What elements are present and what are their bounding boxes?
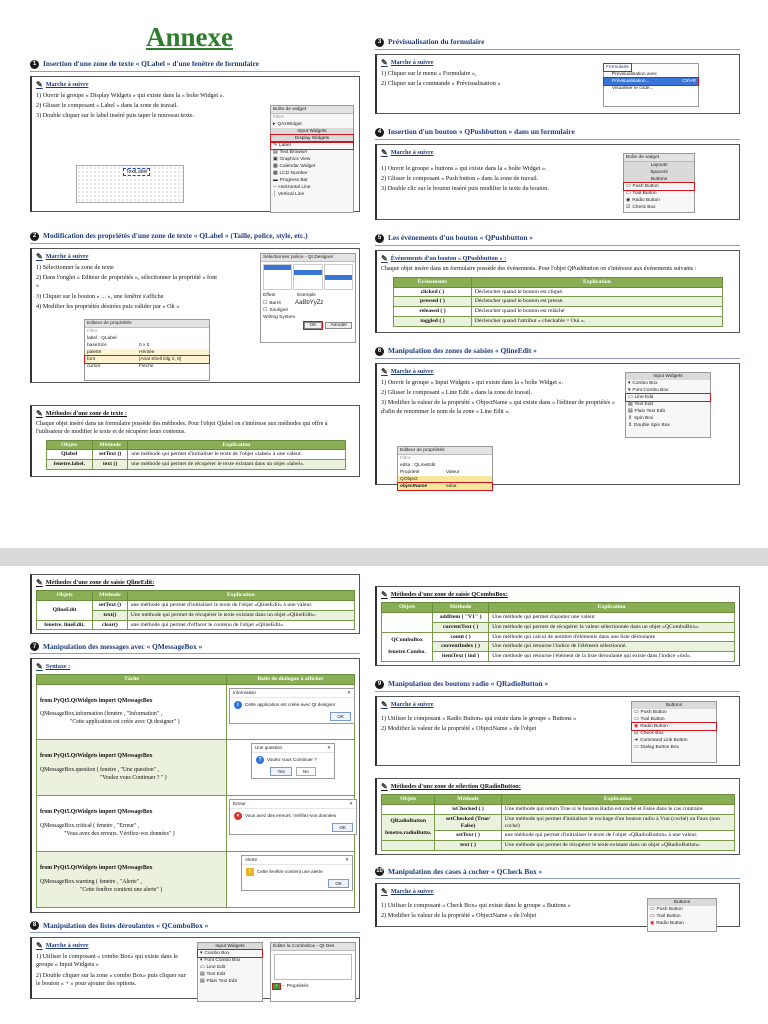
step: 2) Modifier la valeur de la propriété « ObjectName » de l'objet — [381, 725, 537, 733]
prop-row[interactable]: cursor Flèche — [87, 364, 154, 369]
pencil-icon: ✎ — [381, 887, 388, 897]
combobox-methods-table: Objets Méthode Explication addItem ( "V1" ) Une méthode qui permet d'ajouter une valeur currentText ( ) Une méthode qui permet de récupérer la valeur sélectionnée dans un objet «QComboBox». QComboBox fenetre.Combo. count ( ) Une méthode qui calcul de nombre d'éléments dans une liste déroulante currentIndex ( ) Une méthode qui retourne l'indice de l'élément sélectionné. itemText ( ind ) Une méthode qui retourne l'élément de la liste déroulante qui existe dans l'indice «ind». — [381, 602, 735, 662]
font-dialog: Sélectionner police - Qt Designer Effets Exemple ☐ Barré AaBbYyZz ☐ Souligné Writing System OK Annuler — [260, 253, 356, 343]
section-qlabel-heading — [30, 60, 360, 69]
checkbox-box: ✎ Marche à suivre 1) Utiliser le composant « Check Box» qui existe dans le groupe « Buttons » 2) Modifier la valeur de la propriété « ObjectName » de l'objet Buttons ▭ Push Button ▭ Tool Button ◉ Radio Button — [375, 883, 740, 927]
question-dialog: Une question ✕ ? Voulez vous Continuer ? Yes No — [251, 743, 335, 779]
underline-checkbox[interactable]: ☐ — [263, 308, 268, 313]
preview-box: ✎ Marche à suivre 1) Cliquer sur le menu « Formulaire », 2) Cliquer sur la commande « Prévisualisation » Formulaire Prévisualisation avec Prévisualisation... Ctrl+R Visualiser le code... — [375, 54, 740, 114]
step: 1) Cliquer sur le menu « Formulaire », — [381, 70, 477, 77]
filter-field[interactable]: Filtre — [400, 456, 411, 462]
add-item-button[interactable]: + — [275, 984, 278, 990]
pencil-icon: ✎ — [381, 367, 388, 377]
radio-box: ✎ Marche à suivre 1) Utiliser le composant « Radio Button» qui existe dans le groupe « Buttons » 2) Modifier la valeur de la propriété « ObjectName » de l'objet Buttons ▭ Push Button ▭ Tool Button ◉ Radio Button ☑ Check Box ➜ Command Link Button ▭ Dialog Button Box — [375, 696, 740, 766]
section-lineedit-heading: 6 Manipulation des zones de saisies « QlineEdit » — [375, 347, 740, 356]
strike-checkbox[interactable]: ☐ — [263, 300, 268, 306]
panel-item-pushbutton[interactable]: ▭ Push Button — [624, 183, 694, 190]
widget-box-input: Input Widgets ▾ Combo Box ▾ Font Combo Box ▭ Line Edit ▤ Text Edit ▤ Plain Text Edit — [197, 942, 263, 1002]
panel-item[interactable]: ▣ Graphics View — [273, 157, 311, 162]
panel-item[interactable]: ─ Horizontal Line — [273, 185, 311, 190]
ok-button[interactable]: OK — [304, 322, 323, 329]
information-dialog: Information ✕ i Cette application est créée avec Qt designer OK — [229, 688, 355, 724]
section-number: 1 — [30, 60, 39, 69]
design-canvas — [76, 165, 184, 203]
ok-button[interactable]: OK — [328, 879, 349, 889]
error-icon: × — [234, 812, 242, 820]
widget-box-buttons: Buttons ▭ Push Button ▭ Tool Button ◉ Radio Button — [647, 898, 717, 932]
label-methods-table: Objets Méthode Explication Qlabel setText () une méthode qui permet d'initialiser le texte de l'objet «label» à une valeur. fenetre.label. text () une méthode qui permet de récupérer le texte existant dans un objet «label». — [46, 440, 346, 471]
panel-item-lineedit[interactable]: ▭ Line Edit — [626, 394, 710, 401]
widget-box-input: Input Widgets ▾ Combo Box ▾ Font Combo Box ▭ Line Edit ▤ Text Edit ▤ Plain Text Edit ⇕ Spin Box ⇕ Double Spin Box — [625, 372, 711, 438]
ok-button[interactable]: OK — [330, 712, 351, 722]
menu-formulaire[interactable]: Formulaire — [606, 65, 629, 70]
step: 2) Glisser le composant « Line Edit » dans la zone de travail. — [381, 389, 533, 397]
section-title: Insertion d'une zone de texte « QLabel » d'une fenêtre de formulaire — [43, 59, 259, 69]
menu-item[interactable]: Visualiser le code... — [612, 86, 654, 91]
close-icon[interactable]: ✕ — [345, 857, 349, 863]
pencil-icon: ✎ — [381, 254, 388, 263]
events-table: Événements Explication clicked ( ) Déclencher quand le bouton est cliqué. pressed ( ) Déclencher quand le bouton est pressé. released ( ) Déclencher quand le bouton est relâché toggled ( ) Déclencher quand l'attribut « checkable = Oui ». — [393, 277, 723, 327]
step: 1) Ouvrir le groupe « Input Widgets » qui existe dans la « boîte Widget ». — [381, 379, 564, 387]
alert-dialog: Alerte ✕ ! Cette fenêtre contient une alerte OK — [241, 855, 353, 891]
step: 2) Glisser le composant « Label » dans la zone de travail. — [36, 102, 178, 110]
step: 2) Double cliquer sur la zone « combo Box» puis cliquer sur le bouton « + » pour ajouter des options. — [36, 971, 186, 987]
pencil-icon: ✎ — [381, 148, 388, 157]
qlabel-box — [30, 76, 360, 212]
question-icon: ? — [256, 756, 264, 764]
widget-box-panel — [270, 105, 354, 213]
step: 2) Cliquer sur la commande « Prévisualisation » — [381, 80, 501, 88]
panel-item[interactable]: ◉ Radio Button — [626, 198, 660, 203]
panel-item[interactable]: ▭ Tool Button — [626, 191, 657, 196]
prop-row[interactable]: palette Héritée — [85, 349, 209, 356]
no-button[interactable]: No — [296, 767, 316, 777]
section-pushbutton-heading: 4 Insertion d'un bouton « QPushbutton » dans un formulaire — [375, 128, 740, 137]
step: 1) Utiliser le composant « combo Box» qui existe dans le groupe « Input Widgets » — [36, 953, 178, 969]
combobox-box: ✎ Marche à suivre 1) Utiliser le composant « combo Box» qui existe dans le groupe « Input Widgets » 2) Double cliquer sur la zone « combo Box» puis cliquer sur le bouton « + » pour ajouter des options. Input Widgets ▾ Combo Box ▾ Font Combo Box ▭ Line Edit ▤ Text Edit ▤ Plain Text Edit Éditer la Combobox - Qt Des + − Propriétés — [30, 937, 360, 999]
panel-item[interactable]: ▬ Progress Bar — [273, 178, 308, 183]
panel-item[interactable]: ☑ Check Box — [626, 205, 656, 210]
label-icon: ✎ — [273, 143, 278, 148]
pencil-icon: ✎ — [36, 252, 43, 261]
pencil-icon: ✎ — [381, 782, 388, 792]
font-box: ✎ Marche à suivre 1) Sélectionner la zone de texte 2) Dans l'onglet « Editeur de propriétés », sélectionner la propriété « font » 3) Cliquer sur le bouton « ... », une fenêtre s'affiche 4) Modifier les propriétés désirées puis valider par « Ok » Editeur de propriétés Filtre label : QLabel baseSize 0 x 0 palette Héritée font [Arial Shell Dlg 2, 8] cursor Flèche Sélectionner police - Qt Designer Effets Exemple ☐ Barré AaBbYyZz ☐ Souligné Writing System OK Annuler — [30, 248, 360, 383]
panel-group[interactable]: Buttons — [624, 176, 694, 183]
property-editor: Editeur de propriétés Filtre label : QLabel baseSize 0 x 0 palette Héritée font [Arial Shell Dlg 2, 8] cursor Flèche — [84, 319, 210, 381]
messagebox-table: Tâche Boite de dialogue à afficher from PyQt5.QtWidgets import QMessageBox QMessageBox.information (fenetre , "Information" , "Cette application est créée avec Qt designer" ) Information ✕ i Cette application est créée avec Qt designer OK from PyQt5.QtWidgets import QMessageBox QMessageBox.question ( fenetre , "Une question" , "Voulez vous Continuer ? " ) Une question ✕ ? Voulez vous Continuer ? Yes No from PyQt5.QtWidgets import QMessageBox QMessageBox.critical ( fenetre , "Erreur" , "Vous avez des erreurs. Vérifiez-vos données" ) Erreur ✕ × Vous avez des erreurs. Vérifiez-vos données OK from PyQt5.QtWidgets import QMessageBox QMessageBox.warning ( fenetre , "Alerte" , "Cette fenêtre contient une alerte" ) Alerte ✕ ! Cette fenêtre contient une alerte OK — [36, 674, 355, 908]
panel-item[interactable]: ▤ Text Browser — [273, 150, 308, 155]
pencil-icon: ✎ — [381, 700, 388, 710]
step: 1) Sélectionner la zone de texte — [36, 264, 114, 271]
panel-item-radio[interactable]: ◉ Radio Button — [632, 723, 716, 730]
pencil-icon: ✎ — [36, 80, 43, 89]
panel-title: Boîte de widget — [271, 106, 353, 114]
pencil-icon: ✎ — [36, 941, 43, 951]
section-radio-heading: 9 Manipulation des boutons radio « QRadioButton » — [375, 680, 740, 689]
pencil-icon: ✎ — [381, 58, 388, 67]
step: 3) Double clic sur le bouton inséré puis modifier le texte du bouton. — [381, 185, 549, 193]
messagebox-box: ✎ Syntaxe : Tâche Boite de dialogue à afficher from PyQt5.QtWidgets import QMessageBox QMessageBox.information (fenetre , "Information" , "Cette application est créée avec Qt designer" ) Information ✕ i Cette application est créée avec Qt designer OK from PyQt5.QtWidgets import QMessageBox QMessageBox.question ( fenetre , "Une question" , "Voulez vous Continuer ? " ) Une question ✕ ? Voulez vous Continuer ? Yes No from PyQt5.QtWidgets import QMessageBox QMessageBox.critical ( fenetre , "Erreur" , "Vous avez des erreurs. Vérifiez-vos données" ) Erreur ✕ × Vous avez des erreurs. Vérifiez-vos données OK from PyQt5.QtWidgets import QMessageBox QMessageBox.warning ( fenetre , "Alerte" , "Cette fenêtre contient une alerte" ) Alerte ✕ ! Cette fenêtre contient une alerte OK — [30, 658, 360, 913]
section-font-heading: 2 Modification des propriétés d'une zone de texte « QLabel » (Taille, police, style, etc.) — [30, 232, 360, 241]
pencil-icon: ✎ — [36, 662, 43, 672]
step: 1) Utiliser le composant « Check Box» qui existe dans le groupe « Buttons » — [381, 902, 571, 910]
step: 1) Ouvrir le groupe « Display Widgets » qui existe dans la « boîte Widget ». — [36, 92, 225, 99]
yes-button[interactable]: Yes — [270, 767, 292, 777]
filter-field[interactable]: Filtre — [273, 115, 284, 120]
properties-button[interactable]: Propriétés — [286, 984, 309, 990]
page-2 — [0, 566, 768, 1024]
warning-icon: ! — [246, 868, 254, 876]
remove-item-button[interactable]: − — [281, 984, 285, 990]
lineedit-property-editor: Editeur de propriétés Filtre edita : QLineEdit Propriété Valeur QObject objectName edita — [397, 446, 493, 484]
events-box: ✎ Événements d'un bouton « QPushbutton » : Chaque objet inséré dans un formulaire possède des événements. Pour l'objet QPushbutton on s'intéresse aux événements suivants : Événements Explication clicked ( ) Déclencher quand le bouton est cliqué. pressed ( ) Déclencher quand le bouton est pressé. released ( ) Déclencher quand le bouton est relâché toggled ( ) Déclencher quand l'attribut « checkable = Oui ». — [375, 250, 740, 333]
pushbutton-box: ✎ Marche à suivre 1) Ouvrir le groupe « buttons » qui existe dans la « boîte Widget ». 2) Glisser le composant « Push button » dans la zone de travail. 3) Double clic sur le bouton inséré puis modifier le texte du bouton. Boîte de widget Layouts Spacers Buttons ▭ Push Button ▭ Tool Button ◉ Radio Button ☑ Check Box — [375, 144, 740, 220]
combobox-edit-dialog: Éditer la Combobox - Qt Des + − Propriétés — [270, 942, 356, 1002]
info-icon: i — [234, 701, 242, 709]
close-icon[interactable]: ✕ — [327, 745, 331, 751]
panel-group[interactable]: Layouts — [624, 162, 694, 169]
panel-item[interactable]: ▦ LCD Number — [273, 171, 308, 176]
panel-item-label[interactable]: ✎ Label — [271, 142, 353, 149]
prop-row-font[interactable]: font [Arial Shell Dlg 2, 8] — [85, 356, 209, 363]
section-combobox-heading: 8 Manipulation des listes déroulantes « QComboBox » — [30, 921, 360, 930]
section-messagebox-heading: 7 Manipulation des messages avec « QMessageBox » — [30, 642, 360, 651]
combobox-methods-box: ✎ Méthodes d'une zone de saisie QComboBox: Objets Méthode Explication addItem ( "V1" ) Une méthode qui permet d'ajouter une valeur currentText ( ) Une méthode qui permet de récupérer la valeur sélectionnée dans un objet «QComboBox». QComboBox fenetre.Combo. count ( ) Une méthode qui calcul de nombre d'éléments dans une liste déroulante currentIndex ( ) Une méthode qui retourne l'indice de l'élément sélectionné. itemText ( ind ) Une méthode qui retourne l'élément de la liste déroulante qui existe dans l'indice «ind». — [375, 586, 740, 666]
step: 1) Ouvrir le groupe « buttons » qui existe dans la « boîte Widget ». — [381, 165, 547, 172]
menu-item[interactable]: Prévisualisation avec — [612, 72, 658, 77]
panel-item[interactable]: ▦ Calendar Widget — [273, 164, 316, 169]
pencil-icon: ✎ — [36, 578, 43, 587]
step: 2) Dans l'onglet « Editeur de propriétés », sélectionner la propriété « font » — [36, 274, 218, 290]
section-events-heading: 5 Les événements d'un bouton « QPushbutton » — [375, 234, 740, 243]
panel-group-display[interactable]: Display Widgets — [271, 135, 353, 142]
prop-row[interactable]: baseSize 0 x 0 — [87, 343, 150, 348]
widget-box-buttons: Boîte de widget Layouts Spacers Buttons ▭ Push Button ▭ Tool Button ◉ Radio Button ☑ Check Box — [623, 153, 695, 213]
step: 2) Glisser le composant « Push button » dans la zone de travail. — [381, 175, 539, 183]
step: 3) Modifier la valeur de la propriété « ObjectName » qui existe dans « l'éditeur de propriétés » d'afin de renommer le nom de la zone « Line Edit ». — [381, 399, 615, 415]
filter-field[interactable]: Filtre — [87, 329, 98, 334]
menu-item-preview[interactable]: Prévisualisation... Ctrl+R — [604, 78, 698, 85]
section-checkbox-heading: 10 Manipulation des cases à cocher « QCheck Box » — [376, 866, 543, 876]
step: 3) Double cliquer sur le label inséré puis taper le nouveau texte. — [36, 112, 195, 120]
error-dialog: Erreur ✕ × Vous avez des erreurs. Vérifiez-vos données OK — [229, 799, 357, 835]
step: 1) Utiliser le composant « Radio Button» qui existe dans le groupe « Buttons » — [381, 715, 577, 723]
panel-item[interactable]: ▸ QAxWidget — [273, 122, 302, 127]
radio-methods-box: ✎ Méthodes d'une zone de sélection QRadioButton: Objets Méthode Explication isChecked ( ) Une méthode qui return True si le bouton Radio est coché et False dans le cas contraire QRadioButton fenetre.radioButto. setChecked (True/ False) Une méthode qui permet d'initialiser le cochage d'un bouton radio à Vrai (coché) ou Faux (non coché) setText ( ) une méthode qui permet d'initialiser le texte de l'objet «QRadioButton» à une valeur. text ( ) Une méthode qui permet de récupérer le texte existant dans un objet «QRadioButton» — [375, 778, 740, 855]
close-icon[interactable]: ✕ — [347, 690, 351, 696]
lineedit-methods-box: ✎ Méthodes d'une zone de saisie QlineEdit: Objets Méthode Explication QlineEdit setText () une méthode qui permet d'initialiser le texte de l'objet «QlineEdit» à une valeur. text() Une méthode qui permet de récupérer le texte existant dans un objet «QlineEdit». fenetre. lineEdit. clear() une méthode qui permet d'effacer le contenu de l'objet «QlineEdit». — [30, 574, 360, 634]
panel-group[interactable]: Input Widgets — [271, 128, 353, 135]
step: 4) Modifier les propriétés désirées puis valider par « Ok » — [36, 302, 180, 310]
cancel-button[interactable]: Annuler — [325, 322, 352, 329]
radio-methods-table: Objets Méthode Explication isChecked ( ) Une méthode qui return True si le bouton Radio est coché et False dans le cas contraire QRadioButton fenetre.radioButto. setChecked (True/ False) Une méthode qui permet d'initialiser le cochage d'un bouton radio à Vrai (coché) ou Faux (non coché) setText ( ) une méthode qui permet d'initialiser le texte de l'objet «QRadioButton» à une valeur. text ( ) Une méthode qui permet de récupérer le texte existant dans un objet «QRadioButton» — [381, 794, 735, 851]
pencil-icon: ✎ — [381, 590, 388, 599]
panel-item-combobox[interactable]: ▾ Combo Box — [198, 950, 262, 957]
textlabel-widget[interactable]: TextLabel — [123, 168, 150, 176]
close-icon[interactable]: ✕ — [349, 801, 353, 807]
step: 3) Cliquer sur le bouton « ... », une fenêtre s'affiche — [36, 292, 164, 300]
widget-box-buttons: Buttons ▭ Push Button ▭ Tool Button ◉ Radio Button ☑ Check Box ➜ Command Link Button ▭ Dialog Button Box — [631, 701, 717, 763]
marche-a-suivre-link: ✎ Marche à suivre — [36, 80, 89, 89]
pencil-icon: ✎ — [36, 409, 43, 418]
objectname-row[interactable]: objectName edita — [398, 483, 492, 490]
lineedit-box: ✎ Marche à suivre 1) Ouvrir le groupe « Input Widgets » qui existe dans la « boîte Widget ». 2) Glisser le composant « Line Edit » dans la zone de travail. 3) Modifier la valeur de la propriété « ObjectName » qui existe dans « l'éditeur de propriétés » d'afin de renommer le nom de la zone « Line Edit ». Input Widgets ▾ Combo Box ▾ Font Combo Box ▭ Line Edit ▤ Text Edit ▤ Plain Text Edit ⇕ Spin Box ⇕ Double Spin Box Editeur de propriétés Filtre edita : QLineEdit Propriété Valeur QObject objectName edita — [375, 363, 740, 485]
panel-item[interactable]: │ Vertical Line — [273, 192, 305, 197]
step: 2) Modifier la valeur de la propriété « ObjectName » de l'objet — [381, 912, 537, 920]
section-preview-heading: 3 Prévisualisation du formulaire — [375, 38, 740, 47]
ok-button[interactable]: OK — [332, 823, 353, 833]
lineedit-methods-table: Objets Méthode Explication QlineEdit setText () une méthode qui permet d'initialiser le texte de l'objet «QlineEdit» à une valeur. text() Une méthode qui permet de récupérer le texte existant dans un objet «QlineEdit». fenetre. lineEdit. clear() une méthode qui permet d'effacer le contenu de l'objet «QlineEdit». — [36, 590, 355, 630]
panel-group[interactable]: Spacers — [624, 169, 694, 176]
page-title: Annexe — [146, 22, 233, 52]
formulaire-menu — [603, 63, 699, 107]
label-methods-box: ✎ Méthodes d'une zone de texte : Chaque objet inséré dans un formulaire possède des méthodes. Pour l'objet Qlabel on s'intéresse aux méthodes qui offre à l'utilisateur de modifier le texte et de récupérer leurs contenus. Objets Méthode Explication Qlabel setText () une méthode qui permet d'initialiser le texte de l'objet «label» à une valeur. fenetre.label. text () une méthode qui permet de récupérer le texte existant dans un objet «label». — [30, 405, 360, 477]
